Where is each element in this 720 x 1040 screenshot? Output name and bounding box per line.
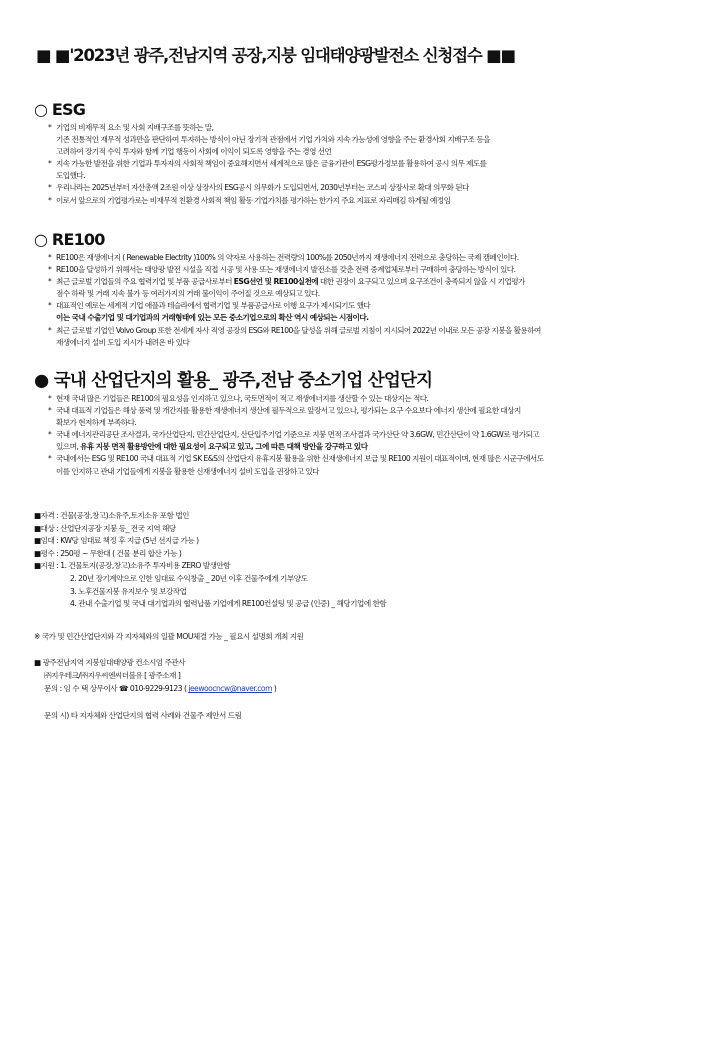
info-support-4: 4. 관내 수출기업 및 국내 대기업과의 협력납품 기업에게 RE100컨설팅 및 공급 (인증) _ 해당기업에 한함 (70, 599, 387, 609)
item-line: RE100을 달성하기 위해서는 태양광 발전 시설을 직접 시공 및 사용 또는 재생에너지 발전소를 갖춘 전력 중계업체로부터 구매하여 충당하는 방식이 있다. (56, 265, 516, 275)
re100-heading: ○ RE100 (34, 230, 105, 249)
emphasis-text: 유휴 지붕 면적 활용방안에 대한 필요성이 요구되고 있고, 그에 따른 대책 방안을 강구하고 있다 (80, 442, 368, 452)
list-item (48, 158, 704, 182)
info-support-2: 2. 20년 장기계약으로 인한 임대료 수익창출 _ 20년 이후 건물주에게 기부양도 (70, 573, 308, 583)
esg-list (48, 122, 704, 207)
item-line: 있으며, 유휴 지붕 면적 활용방안에 대한 필요성이 요구되고 있고, 그에 따른 대책 방안을 강구하고 있다 (56, 442, 368, 452)
item-line: 국내에서는 ESG 및 RE100 국내 대표적 기업 SK E&S의 산업단지 유휴지붕 활용을 위한 신재생에너지 보급 및 RE100 지원이 대표적이며, 현재 많은 시군구에서도 (56, 454, 544, 464)
contact-block (34, 656, 276, 696)
item-line: RE100은 재생에너지 ( Renewable Electrity )100% 의 약자로 사용하는 전력량의 100%를 2050년까지 재생에너지 전력으로 충당하는 국제 캠페인이다. (56, 253, 519, 262)
list-item (48, 453, 704, 477)
list-item (48, 405, 704, 429)
document-title: ■ ■'2023년 광주,전남지역 공장,지붕 임대태양광발전소 신청접수 ■■ (36, 46, 515, 65)
item-line: 고려하여 장기적 수익 투자와 함께 기업 행동이 사회에 이익이 되도록 영향을 주는 경영 선언 (56, 147, 332, 157)
info-qualification: ■자격 : 건물(공장,창고)소유주,토지소유 포함 법인 (34, 511, 190, 520)
mou-note: ※ 국가 및 민간산업단지와 각 지자체와의 일괄 MOU체결 가능 _ 필요시 설명회 개최 지원 (34, 632, 304, 641)
item-line: 우리나라는 2025년부터 자산총액 2조원 이상 상장사의 ESG공시 의무화가 도입되면서, 2030년부터는 코스피 상장사로 확대 의무화 된다 (56, 183, 469, 193)
bullet-marker: * (48, 277, 52, 287)
esg-heading: ○ ESG (34, 100, 86, 119)
industrial-list (48, 393, 704, 478)
application-info (34, 510, 704, 611)
contact-company: ㈜지우테크/㈜지우씨엔씨더블유 [ 광주소재 ] (44, 671, 181, 681)
bullet-marker: * (48, 183, 52, 193)
list-item (48, 264, 704, 276)
list-item (48, 429, 704, 453)
list-item (48, 252, 704, 264)
item-line: 현재 국내 많은 기업들은 RE100의 필요성을 인지하고 있으나, 국토면적이 적고 재생에너지를 생산할 수 있는 대상지는 적다. (56, 394, 429, 403)
item-line: 도입했다. (56, 171, 86, 181)
item-line: 기존 전통적인 재무적 성과만을 판단하여 투자하는 방식이 아닌 장기적 관점에서 기업 가치와 지속 가능성에 영향을 주는 환경사회 지배구조 등을 (56, 135, 490, 145)
bullet-marker: * (48, 454, 52, 464)
contact-heading: ■ 광주전남지역 지붕임대태양광 컨소시엄 주관사 (34, 658, 186, 667)
info-target: ■대상 : 산업단지공장 지붕 등_ 전국 지역 해당 (34, 523, 176, 533)
bullet-marker: * (48, 195, 52, 205)
bullet-marker: * (48, 325, 52, 335)
item-line: 최근 글로벌 기업인 Volvo Group 또한 전세계 자사 직영 공장의 ESG와 RE100을 달성을 위해 글로벌 지침이 지시되어 2022년 이내로 모든 공장 지붕을 활용하여 (56, 325, 541, 335)
re100-section (34, 230, 704, 349)
info-support-3: 3. 노후건물지붕 유지보수 및 보강작업 (70, 586, 187, 596)
info-support: ■지원 : 1. 건물토지(공장,창고)소유주 투자비용 ZERO 발생안함 (34, 561, 231, 571)
bullet-marker: * (48, 430, 52, 440)
inquiry-suffix: ) (273, 684, 277, 694)
item-line: 대표적인 예로는 세계적 기업 애플과 테슬라에서 협력기업 및 부품공급사로 이행 요구가 제시되기도 했다 (56, 301, 371, 311)
emphasis-text: ESG선언 및 RE100실천에 (233, 277, 319, 287)
bullet-marker: * (48, 159, 52, 169)
item-line: 최근 글로벌 기업들의 주요 협력기업 및 부품 공급사로부터 ESG선언 및 RE100실천에 대한 권장이 요구되고 있으며 요구조건이 충족되지 않을 시 기업평가 (56, 277, 525, 287)
industrial-section (34, 371, 704, 478)
list-item (48, 300, 704, 324)
list-item (48, 182, 704, 194)
industrial-heading: ● 국내 산업단지의 활용_ 광주,전남 중소기업 산업단지 (34, 371, 433, 391)
info-area: ■평수 : 250평 ~ 무한대 ( 건물 분리 합산 가능 ) (34, 548, 182, 558)
re100-list (48, 252, 704, 349)
item-line: 재생에너지 설비 도입 지시가 내려온 바 있다 (56, 337, 190, 347)
info-rent: ■임대 : KW당 임대료 책정 후 지급 (5년 선지급 가능 ) (34, 536, 199, 546)
closing-note: 문의 시) 타 지자체와 산업단지의 협력 사례와 건물주 제안서 드림 (44, 711, 242, 720)
item-line (56, 312, 704, 324)
bullet-marker: * (48, 406, 52, 416)
item-line: 점수 하락 및 거래 지속 불가 등 여러가지의 거래 불이익이 주어질 것으로 예상되고 있다. (56, 289, 320, 299)
email-link[interactable]: jeewoocncw@naver.com (188, 684, 272, 694)
item-line: 국내 에너지관리공단 조사결과, 국가산업단지, 민간산업단지, 산단입주기업 기준으로 지붕 면적 조사결과 국가산단 약 3.6GW, 민간산단이 약 1.6GW로 평가되고 (56, 430, 540, 440)
bullet-marker: * (48, 265, 52, 275)
item-line: 국내 대표적 기업들은 해상 풍력 및 개간지를 활용한 재생에너지 생산에 필두적으로 앞장서고 있으나, 평가되는 요구 수요보다 에너지 생산에 필요한 대상지 (56, 406, 521, 416)
list-item (48, 325, 704, 349)
list-item (48, 195, 704, 207)
bullet-marker: * (48, 301, 52, 311)
list-item (48, 393, 704, 405)
item-line: 지속 가능한 발전을 위한 기업과 투자자의 사회적 책임이 중요해지면서 세계적으로 많은 금융기관이 ESG평가정보를 활용하여 공시 의무 제도를 (56, 159, 487, 169)
item-line: 이로서 앞으로의 기업평가로는 비재무적 친환경 사회적 책임 활동 기업가치를 평가하는 한가지 주요 지표로 자리매김 하게될 예정임 (56, 195, 451, 205)
esg-section (34, 100, 704, 207)
bullet-marker: * (48, 394, 52, 403)
bullet-marker: * (48, 123, 52, 132)
bullet-marker: * (48, 253, 52, 262)
list-item (48, 122, 704, 158)
item-line: 기업의 비재무적 요소 및 사회 지배구조를 뜻하는 말, (56, 123, 214, 132)
emphasis-text: 이는 국내 수출기업 및 대기업과의 거래형태에 있는 모든 중소기업으로의 확산 역시 예상되는 시점이다. (56, 313, 369, 323)
list-item (48, 276, 704, 300)
item-line: 이를 인지하고 관내 기업들에게 지붕을 활용한 신재생에너지 설비 도입을 권장하고 있다 (56, 466, 319, 476)
inquiry-prefix: 문의 : 임 수 택 상무이사 ☎ 010-9229-9123 ( (44, 684, 187, 694)
item-line: 확보가 현저하게 부족하다. (56, 418, 137, 428)
contact-inquiry (34, 682, 276, 695)
